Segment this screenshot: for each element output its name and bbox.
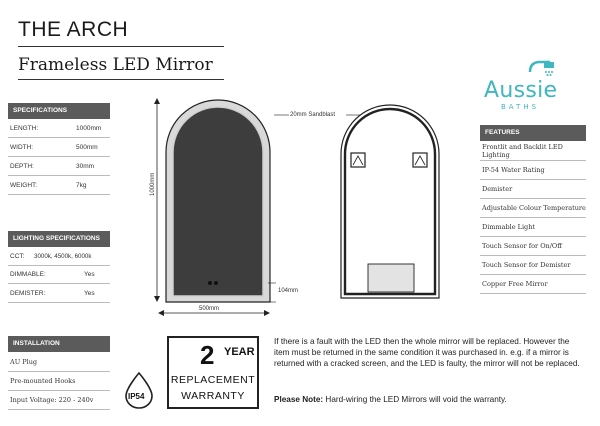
spec-label: LENGTH: xyxy=(10,125,39,132)
ip54-badge: IP54 xyxy=(128,392,145,401)
warranty-years-number: 2 xyxy=(200,340,215,370)
brand-logo-name: Aussie xyxy=(484,78,558,103)
product-title: THE ARCH xyxy=(18,18,129,41)
brand-logo-tagline: BATHS xyxy=(501,103,540,111)
feature-item: Adjustable Colour Temperature xyxy=(480,199,586,218)
spec-value: 7kg xyxy=(76,182,87,189)
warranty-line-replacement: REPLACEMENT xyxy=(170,374,256,386)
lighting-value: 3000k, 4500k, 6000k xyxy=(34,253,92,260)
lighting-label: DEMISTER: xyxy=(10,290,46,297)
feature-item: Touch Sensor for On/Off xyxy=(480,237,586,256)
width-dimension-label: 500mm xyxy=(199,306,220,312)
spec-label: DEPTH: xyxy=(10,163,34,170)
feature-item: Copper Free Mirror xyxy=(480,275,586,294)
product-subtitle: Frameless LED Mirror xyxy=(18,55,213,75)
sensor-offset-label: 104mm xyxy=(278,288,299,294)
warranty-notice-text: If there is a fault with the LED then the whole mirror will be replaced. However the item must be returned in the same condition it was purchased in. e.g. if a mirror is returned with a cracked screen, and the LED is faulty, the mirror will not be replaced. xyxy=(274,337,580,369)
please-note-text: Hard-wiring the LED Mirrors will void the warranty. xyxy=(323,395,507,404)
features-heading: FEATURES xyxy=(480,125,586,141)
feature-item: Frontlit and Backlit LED Lighting xyxy=(480,142,586,161)
lighting-value: Yes xyxy=(84,271,95,278)
spec-value: 500mm xyxy=(76,144,98,151)
lighting-heading: LIGHTING SPECIFICATIONS xyxy=(8,231,110,247)
spec-label: WIDTH: xyxy=(10,144,34,151)
spec-label: WEIGHT: xyxy=(10,182,38,189)
installation-row: Input Voltage: 220 - 240v xyxy=(8,391,110,410)
feature-item: Dimmable Light xyxy=(480,218,586,237)
specifications-heading: SPECIFICATIONS xyxy=(8,103,110,119)
installation-row: Pre-mounted Hooks xyxy=(8,372,110,391)
sandblast-label: 20mm Sandblast xyxy=(290,112,336,118)
lighting-label: CCT: xyxy=(10,253,25,260)
please-note xyxy=(274,395,586,404)
height-dimension-label: 1000mm xyxy=(150,172,156,196)
lighting-value: Yes xyxy=(84,290,95,297)
spec-value: 1000mm xyxy=(76,125,102,132)
please-note-label: Please Note: xyxy=(274,395,324,404)
warranty-years-unit: YEAR xyxy=(224,346,255,358)
installation-heading: INSTALLATION xyxy=(8,336,110,352)
feature-item: Touch Sensor for Demister xyxy=(480,256,586,275)
lighting-label: DIMMABLE: xyxy=(10,271,46,278)
installation-row: AU Plug xyxy=(8,353,110,372)
spec-value: 30mm xyxy=(76,163,95,170)
warranty-line-warranty: WARRANTY xyxy=(181,390,245,402)
feature-item: Demister xyxy=(480,180,586,199)
feature-item: IP-54 Water Rating xyxy=(480,161,586,180)
